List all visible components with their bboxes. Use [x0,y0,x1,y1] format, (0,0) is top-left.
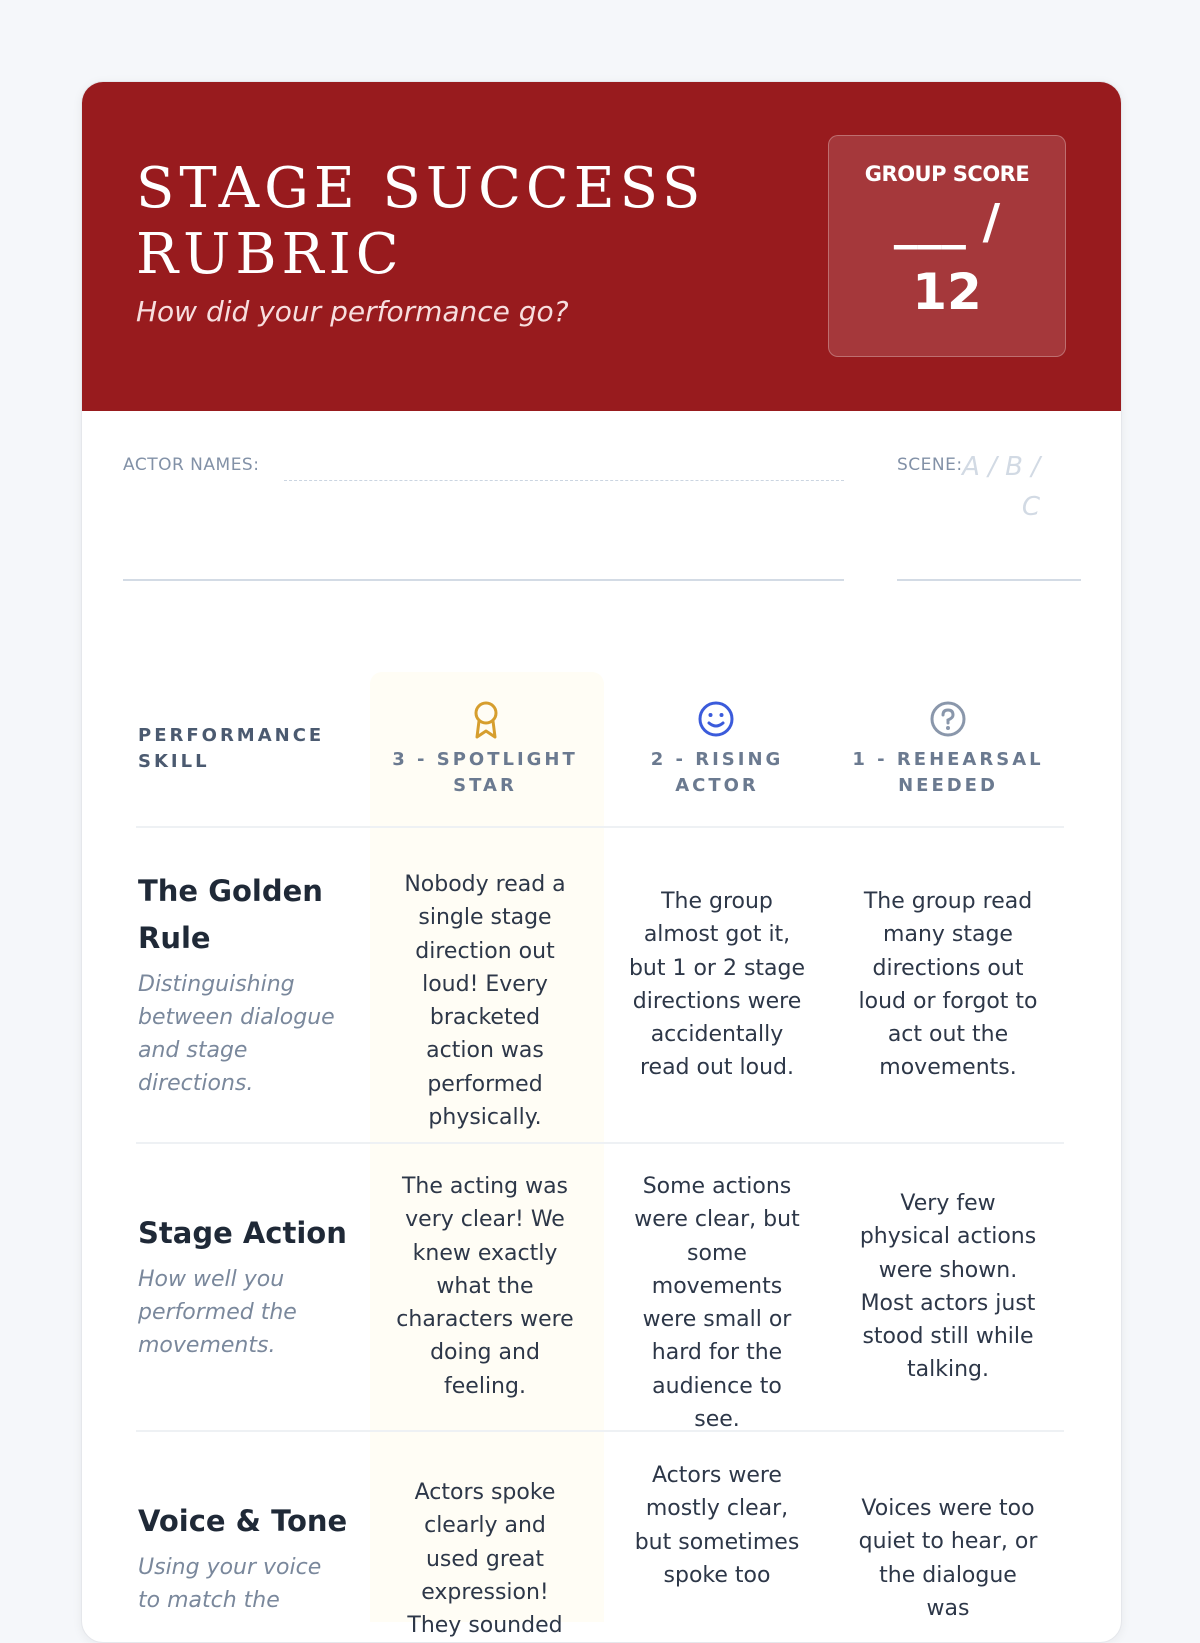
column-header-level-2: 2 - RISING ACTOR [650,749,784,796]
column-header-skill: PERFORMANCE SKILL [138,725,325,772]
cell-voice-tone-level-2: Actors were mostly clear, but sometimes spoke too [634,1463,800,1588]
cell-golden-rule-level-2: The group almost got it, but 1 or 2 stage directions were accidentally read out loud. [628,889,806,1081]
skill-desc-voice-tone: Using your voice to match the [138,1555,322,1613]
cell-voice-tone-level-3: Actors spoke clearly and used great expression! They sounded [407,1480,563,1639]
scene-options: A / B / C [962,452,1040,522]
award-ribbon-icon [469,699,503,743]
row-divider [136,1142,1064,1144]
cell-stage-action-level-1: Very few physical actions were shown. Most actors just stood still while talking. [859,1191,1037,1383]
actor-names-label: ACTOR NAMES: [123,455,260,475]
cell-stage-action-level-2: Some actions were clear, but some movements were small or hard for the audience to see. [634,1174,800,1433]
cell-stage-action-level-3: The acting was very clear! We knew exactly what the characters were doing and feeling. [396,1174,574,1399]
group-score-blank: ___ / [893,194,1001,250]
column-header-level-3: 3 - SPOTLIGHT STAR [392,749,578,796]
skill-name-golden-rule: The Golden Rule [138,874,323,955]
question-circle-icon [929,700,967,742]
cell-golden-rule-level-3: Nobody read a single stage direction out loud! Every bracketed action was performed physically. [404,872,566,1131]
row-divider [136,1430,1064,1432]
page-subtitle: How did your performance go? [136,295,569,328]
actor-names-field[interactable] [284,480,844,481]
cell-voice-tone-level-1: Voices were too quiet to hear, or the dialogue was [858,1496,1038,1621]
scene-label: SCENE: [897,455,963,475]
actor-names-field-line-2[interactable] [123,579,844,581]
group-score-max: 12 [912,263,982,321]
skill-desc-golden-rule: Distinguishing between dialogue and stage directions. [138,972,335,1096]
cell-golden-rule-level-1: The group read many stage directions out loud or forgot to act out the movements. [858,889,1038,1081]
skill-name-voice-tone: Voice & Tone [138,1504,348,1538]
column-header-level-1: 1 - REHEARSAL NEEDED [852,749,1044,796]
rubric-header [82,82,1121,411]
skill-name-stage-action: Stage Action [138,1216,347,1250]
group-score-box [828,135,1066,357]
page-title: STAGE SUCCESS RUBRIC [136,156,706,287]
header-divider [136,826,1064,828]
smiley-face-icon [697,700,735,742]
group-score-label: GROUP SCORE [864,162,1030,186]
skill-desc-stage-action: How well you performed the movements. [138,1267,297,1358]
scene-field[interactable] [897,579,1081,581]
